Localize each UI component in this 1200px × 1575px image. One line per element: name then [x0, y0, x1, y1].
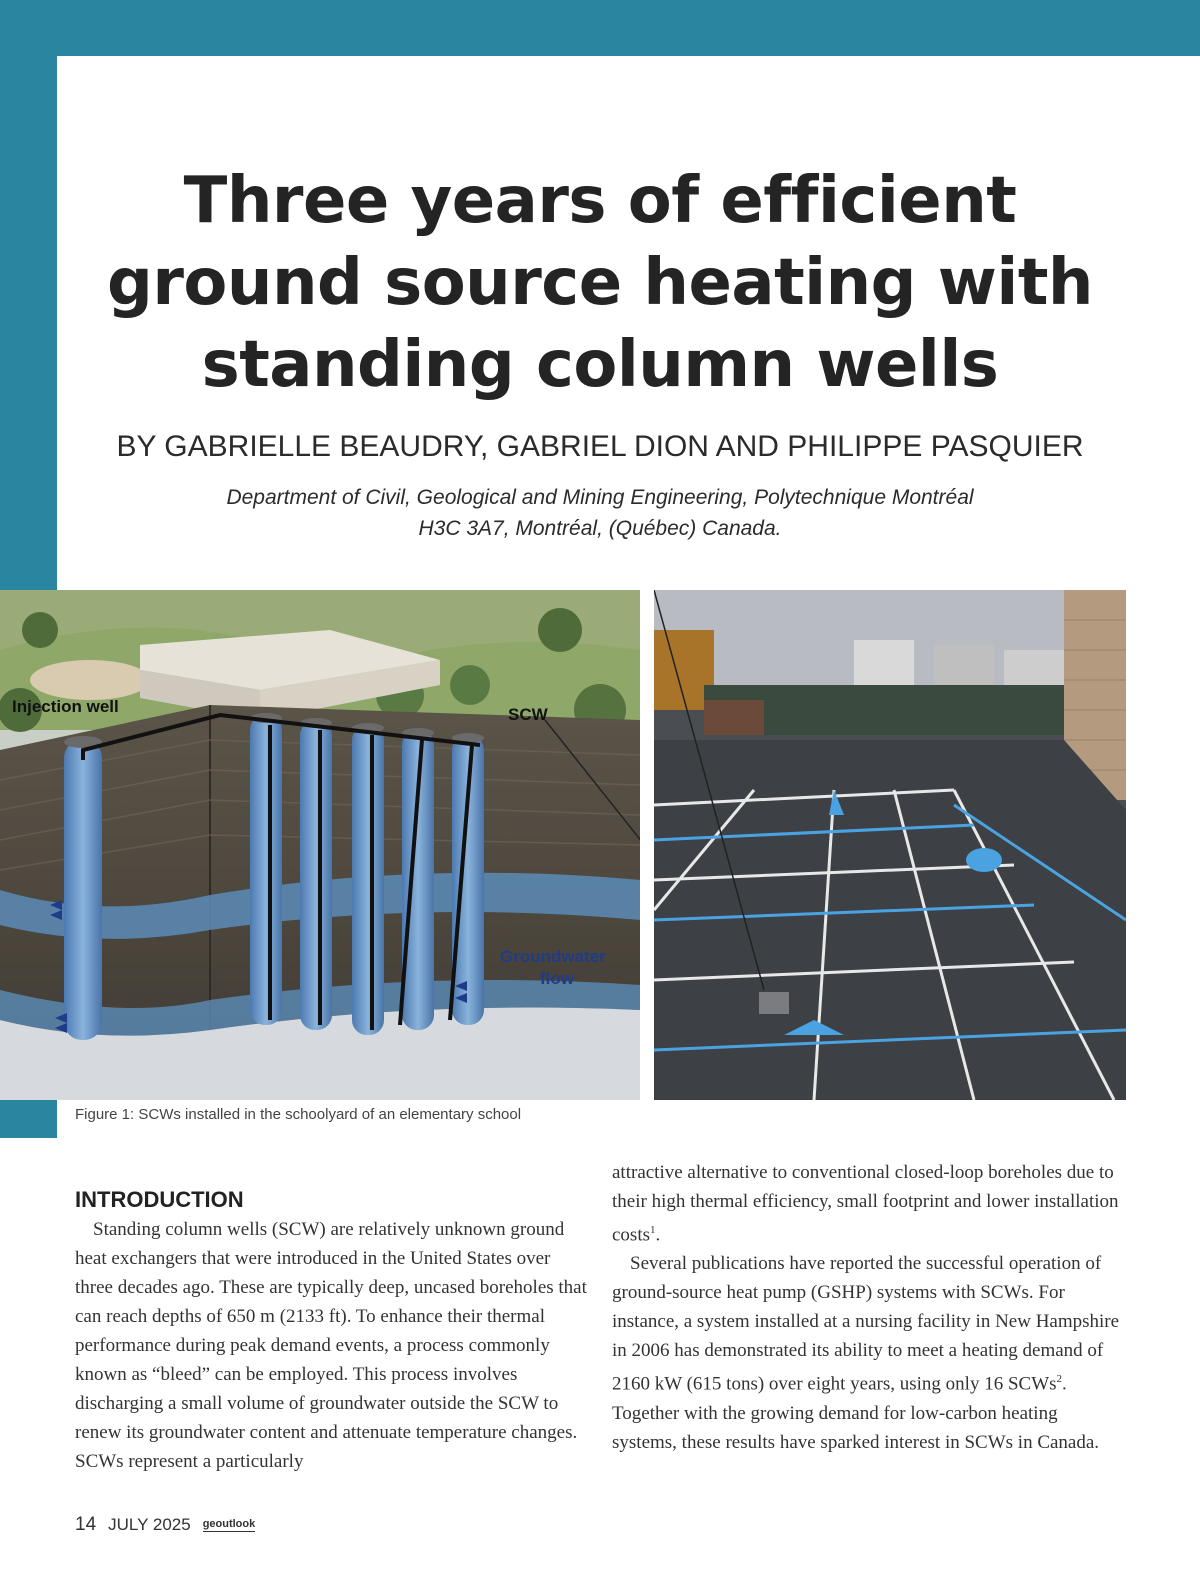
injection-well-icon	[64, 736, 102, 1040]
intro-paragraph: Standing column wells (SCW) are relatively unknown ground heat exchangers that were introduced in the United States over three decades ago. These are typically deep, uncased boreholes that can reach depths of 650 m (2133 ft). To enhance their thermal performance during peak demand events, a process commonly known as “bleed” can be employed. This process involves discharging a small volume of groundwater outside the SCW to renew its groundwater content and attenuate temperature changes. SCWs represent a particularly	[75, 1219, 587, 1472]
right-column	[612, 1158, 1124, 1457]
figure-caption: Figure 1: SCWs installed in the schoolyard of an elementary school	[75, 1106, 522, 1123]
affiliation-line-1: Department of Civil, Geological and Mining Engineering, Polytechnique Montréal	[226, 486, 974, 509]
author-byline: BY GABRIELLE BEAUDRY, GABRIEL DION AND PHILIPPE PASQUIER	[116, 430, 1084, 463]
injection-well-label: Injection well	[12, 697, 119, 716]
top-color-band	[0, 0, 1200, 56]
issue-date: JULY 2025	[108, 1515, 191, 1534]
affiliation-line-2: H3C 3A7, Montréal, (Québec) Canada.	[418, 517, 782, 540]
schoolyard-photo	[654, 590, 1126, 1100]
groundwater-label-line-1: Groundwater	[500, 947, 606, 966]
article-title: Three years of efficient ground source heating with standing column wells	[107, 164, 1093, 402]
groundwater-label-line-2: flow	[540, 969, 574, 988]
left-column	[75, 1185, 587, 1476]
author-affiliation	[60, 482, 1140, 544]
right-paragraph-2: Several publications have reported the successful operation of ground-source heat pump (GSHP) systems with SCWs. For instance, a system installed at a nursing facility in New Hampshire in 2006 has demonstrated its ability to meet a heating demand of 2160 kW (615 tons) over eight years, using only 16 SCWs$^2$. Together with the growing demand for low-carbon heating systems, these results have sparked interest in SCWs in Canada.	[612, 1253, 1120, 1453]
page-footer	[75, 1514, 255, 1536]
section-heading: INTRODUCTION	[75, 1187, 244, 1212]
scw-label: SCW	[508, 705, 548, 724]
magazine-logo: geoutlook	[202, 1518, 256, 1530]
scw-diagram-figure	[0, 590, 640, 1100]
page-number: 14	[75, 1514, 97, 1535]
right-paragraph-1: attractive alternative to conventional closed-loop boreholes due to their high thermal efficiency, small footprint and lower installation costs$^1$.	[612, 1162, 1119, 1246]
